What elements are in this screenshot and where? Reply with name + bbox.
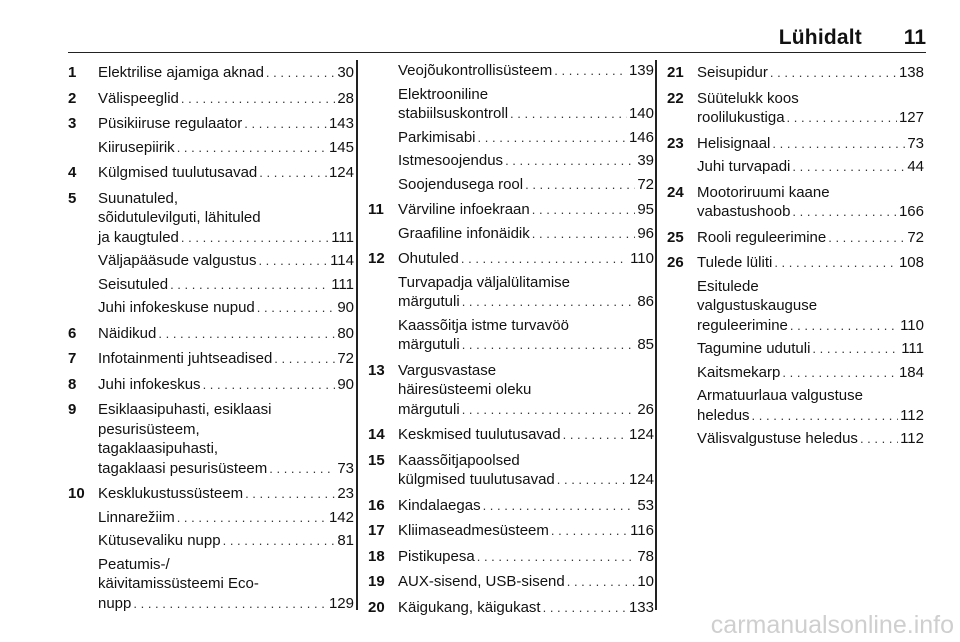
entry-last-line (98, 459, 354, 479)
dot-leader (177, 508, 327, 528)
page-reference[interactable]: 145 (328, 138, 354, 156)
entry-number: 22 (667, 89, 684, 107)
entry-last-line (697, 228, 924, 248)
index-entry (667, 429, 924, 449)
entry-last-line (697, 157, 924, 177)
index-entry (667, 228, 924, 248)
index-entry (68, 349, 354, 369)
entry-text-line: Armatuurlaua valgustuse (697, 387, 863, 404)
index-entry (68, 375, 354, 395)
index-entry (68, 484, 354, 504)
index-entry (368, 200, 654, 220)
index-entry (68, 298, 354, 318)
entry-last-line (398, 335, 654, 355)
index-entry (368, 249, 654, 269)
index-entry (368, 316, 654, 355)
entry-number: 19 (368, 573, 385, 590)
page-reference[interactable]: 110 (630, 250, 654, 267)
entry-label: Graafiline infonäidik (398, 224, 530, 242)
entry-last-line (398, 151, 654, 171)
entry-label: AUX-sisend, USB-sisend (398, 573, 565, 590)
entry-last-line (98, 89, 354, 109)
entry-label: Välisvalgustuse heledus (697, 430, 858, 447)
entry-last-line (398, 547, 654, 567)
entry-label: ja kaugtuled (98, 228, 179, 246)
entry-label: Veojõukontrollisüsteem (398, 62, 553, 79)
entry-last-line (398, 470, 654, 490)
entry-number: 4 (68, 164, 77, 181)
dot-leader (551, 521, 628, 541)
entry-label: Kaitsmekarp (697, 363, 781, 381)
dot-leader (792, 157, 905, 177)
index-column-3 (667, 63, 924, 455)
page-reference[interactable]: 142 (328, 508, 354, 526)
dot-leader (133, 594, 327, 614)
entry-label: Püsikiiruse regulaator (98, 115, 243, 132)
entry-label: märgutuli (398, 400, 460, 418)
index-entry (68, 89, 354, 109)
entry-last-line (398, 425, 654, 445)
entry-last-line (398, 572, 654, 592)
entry-text-line: Peatumis-/ (98, 555, 170, 573)
index-entry (68, 163, 354, 183)
entry-label: tagaklaasi pesurisüsteem (98, 459, 268, 477)
index-entry (667, 63, 924, 83)
entry-label: Juhi turvapadi (697, 158, 791, 175)
index-entry (68, 63, 354, 83)
entry-label: Käigukang, käigukast (398, 598, 541, 616)
entry-label: Ohutuled (398, 250, 459, 267)
entry-last-line (98, 163, 354, 183)
dot-leader (257, 298, 336, 318)
index-entry (68, 508, 354, 528)
entry-label: Kindalaegas (398, 496, 481, 514)
page-reference[interactable]: 110 (900, 316, 924, 334)
index-column-1 (68, 63, 354, 619)
index-entry (68, 189, 354, 248)
dot-leader (223, 531, 336, 551)
entry-number: 23 (667, 134, 684, 152)
entry-text-line: Vargusvastase (398, 361, 497, 379)
dot-leader (462, 400, 636, 420)
dot-leader (477, 547, 636, 567)
index-entry (368, 85, 654, 124)
entry-number: 21 (667, 64, 684, 81)
entry-number: 11 (368, 201, 384, 218)
entry-label: reguleerimine (697, 316, 788, 334)
index-entry (368, 496, 654, 516)
page-reference[interactable]: 72 (337, 350, 354, 367)
entry-label: Rooli reguleerimine (697, 228, 827, 246)
page-reference[interactable]: 112 (900, 430, 924, 447)
entry-number: 18 (368, 547, 385, 565)
page-reference[interactable]: 140 (628, 105, 654, 122)
entry-text-line: Esitulede (697, 277, 759, 295)
entry-number: 7 (68, 350, 77, 367)
entry-last-line (697, 108, 924, 128)
page-reference[interactable]: 72 (907, 228, 924, 246)
dot-leader (269, 459, 335, 479)
dot-leader (525, 175, 635, 195)
entry-label: vabastushoob (697, 203, 791, 220)
index-entry (667, 363, 924, 383)
index-entry (368, 598, 654, 618)
entry-text-line: pesurisüsteem, (98, 420, 200, 438)
entry-number: 8 (68, 375, 77, 393)
entry-number: 9 (68, 401, 77, 418)
dot-leader (203, 375, 336, 395)
index-entry (368, 224, 654, 244)
entry-label: Tulede lüliti (697, 254, 773, 271)
entry-label: Tagumine udutuli (697, 340, 811, 357)
entry-last-line (98, 275, 354, 295)
page-reference[interactable]: 90 (337, 299, 354, 316)
dot-leader (478, 128, 627, 148)
page-reference[interactable]: 81 (337, 532, 354, 549)
index-entry (368, 361, 654, 420)
header-title: Lühidalt (778, 26, 862, 49)
index-entry (68, 251, 354, 271)
entry-last-line (98, 138, 354, 158)
index-entry (667, 89, 924, 128)
entry-last-line (98, 349, 354, 369)
dot-leader (532, 200, 636, 220)
page-reference[interactable]: 129 (328, 594, 354, 612)
page-header (68, 26, 926, 53)
index-entry (368, 547, 654, 567)
entry-last-line (98, 508, 354, 528)
dot-leader (782, 363, 897, 383)
entry-label: roolilukustiga (697, 109, 785, 126)
dot-leader (554, 61, 627, 81)
entry-label: stabiilsuskontroll (398, 105, 509, 122)
entry-number: 17 (368, 522, 385, 539)
entry-number: 12 (368, 250, 385, 267)
dot-leader (510, 104, 627, 124)
entry-number: 25 (667, 228, 684, 246)
entry-last-line (697, 339, 924, 359)
entry-last-line (98, 114, 354, 134)
dot-leader (462, 292, 636, 312)
page-reference[interactable]: 143 (328, 115, 354, 132)
entry-number: 20 (368, 598, 385, 616)
dot-leader (258, 251, 328, 271)
page-reference[interactable]: 28 (337, 89, 354, 107)
entry-last-line (697, 429, 924, 449)
entry-label: Istmesoojendus (398, 152, 504, 169)
page-reference[interactable]: 184 (898, 363, 924, 381)
entry-label: Juhi infokeskus (98, 375, 201, 393)
index-entry (368, 273, 654, 312)
page-reference[interactable]: 114 (330, 252, 354, 269)
page-reference[interactable]: 73 (907, 134, 924, 152)
entry-last-line (697, 406, 924, 426)
dot-leader (812, 339, 899, 359)
dot-leader (274, 349, 335, 369)
page-reference[interactable]: 86 (637, 293, 654, 310)
dot-leader (557, 470, 627, 490)
dot-leader (752, 406, 899, 426)
page-reference[interactable]: 146 (628, 128, 654, 146)
entry-text-line: Suunatuled, (98, 189, 179, 207)
entry-label: Kiirusepiirik (98, 138, 175, 156)
entry-number: 14 (368, 426, 385, 443)
index-entry (368, 175, 654, 195)
index-entry (368, 451, 654, 490)
entry-text-line: sõidutulevilguti, lähituled (98, 209, 261, 226)
page-reference[interactable]: 124 (628, 471, 654, 488)
index-column-2 (368, 63, 654, 623)
entry-last-line (98, 484, 354, 504)
entry-label: Linnarežiim (98, 508, 175, 526)
entry-text-line: Mootoriruumi kaane (697, 183, 830, 201)
page-reference[interactable]: 72 (637, 175, 654, 193)
entry-number: 13 (368, 361, 385, 379)
entry-last-line (398, 128, 654, 148)
page-reference[interactable]: 23 (337, 485, 354, 502)
page-reference[interactable]: 73 (337, 459, 354, 477)
entry-label: Soojendusega rool (398, 175, 524, 193)
index-entry (368, 425, 654, 445)
entry-label: Keskmised tuulutusavad (398, 426, 561, 443)
entry-last-line (697, 253, 924, 273)
entry-number: 16 (368, 496, 385, 514)
page-reference[interactable]: 124 (628, 426, 654, 443)
index-entry (68, 275, 354, 295)
dot-leader (563, 425, 627, 445)
entry-last-line (398, 292, 654, 312)
entry-last-line (398, 521, 654, 541)
entry-text-line: Turvapadja väljalülitamise (398, 273, 571, 291)
entry-text-line: Esiklaasipuhasti, esiklaasi (98, 401, 272, 418)
entry-last-line (98, 375, 354, 395)
dot-leader (259, 163, 327, 183)
entry-last-line (398, 400, 654, 420)
page-reference[interactable]: 26 (637, 400, 654, 418)
entry-last-line (398, 496, 654, 516)
entry-text-line: häiresüsteemi oleku (398, 381, 532, 398)
page-reference[interactable]: 44 (907, 158, 924, 175)
entry-label: Väljapääsude valgustus (98, 252, 257, 269)
dot-leader (158, 324, 335, 344)
page-number: 11 (903, 26, 926, 49)
entry-label: Parkimisabi (398, 128, 476, 146)
page-reference[interactable]: 116 (630, 522, 654, 539)
index-entry (667, 183, 924, 222)
entry-number: 26 (667, 254, 684, 271)
entry-label: Kütusevaliku nupp (98, 532, 221, 549)
dot-leader (505, 151, 635, 171)
entry-last-line (697, 63, 924, 83)
entry-label: nupp (98, 594, 132, 612)
index-entry (368, 521, 654, 541)
entry-text-line: käivitamissüsteemi Eco- (98, 575, 259, 592)
dot-leader (792, 202, 897, 222)
entry-last-line (697, 134, 924, 154)
entry-label: Seisupidur (697, 64, 768, 81)
dot-leader (543, 598, 627, 618)
index-entry (368, 572, 654, 592)
page-reference[interactable]: 96 (637, 224, 654, 242)
entry-last-line (398, 61, 654, 81)
entry-label: Kliimaseadmesüsteem (398, 522, 549, 539)
index-entry (667, 339, 924, 359)
entry-number: 10 (68, 485, 85, 502)
index-entry (667, 253, 924, 273)
entry-text-line: tagaklaasipuhasti, (98, 440, 219, 457)
dot-leader (790, 316, 898, 336)
entry-label: Infotainmenti juhtseadised (98, 350, 273, 367)
page-reference[interactable]: 111 (331, 228, 354, 246)
page-reference[interactable]: 78 (637, 547, 654, 565)
entry-text-line: Kaassõitjapoolsed (398, 451, 520, 469)
page-reference[interactable]: 112 (900, 406, 924, 424)
entry-last-line (98, 594, 354, 614)
entry-number: 5 (68, 189, 77, 207)
entry-text-line: Kaassõitja istme turvavöö (398, 316, 569, 334)
watermark: carmanualsonline.info (710, 611, 954, 639)
index-entry (667, 277, 924, 336)
page-reference[interactable]: 124 (328, 164, 354, 181)
dot-leader (774, 253, 897, 273)
entry-last-line (98, 228, 354, 248)
dot-leader (181, 89, 335, 109)
entry-label: Seisutuled (98, 275, 169, 293)
dot-leader (483, 496, 636, 516)
page-reference[interactable]: 80 (337, 324, 354, 342)
dot-leader (770, 63, 897, 83)
page-reference[interactable]: 39 (637, 152, 654, 169)
dot-leader (772, 134, 905, 154)
entry-label: Külgmised tuulutusavad (98, 164, 258, 181)
entry-label: Elektrilise ajamiga aknad (98, 64, 264, 81)
entry-label: Näidikud (98, 324, 157, 342)
page-reference[interactable]: 111 (901, 340, 924, 357)
entry-label: märgutuli (398, 293, 460, 310)
dot-leader (170, 275, 329, 295)
entry-last-line (697, 202, 924, 222)
dot-leader (461, 249, 628, 269)
index-entry (68, 138, 354, 158)
page-reference[interactable]: 138 (898, 64, 924, 81)
entry-last-line (398, 104, 654, 124)
page-reference[interactable]: 127 (898, 109, 924, 126)
entry-last-line (398, 249, 654, 269)
entry-label: Pistikupesa (398, 547, 475, 565)
dot-leader (567, 572, 636, 592)
column-divider (655, 60, 657, 610)
page-reference[interactable]: 133 (628, 598, 654, 616)
entry-label: heledus (697, 406, 750, 424)
entry-number: 15 (368, 451, 385, 469)
page-reference[interactable]: 10 (637, 573, 654, 590)
dot-leader (181, 228, 329, 248)
index-entry (667, 386, 924, 425)
index-entry (68, 324, 354, 344)
page-reference[interactable]: 90 (337, 375, 354, 393)
column-divider (356, 60, 358, 610)
dot-leader (244, 114, 327, 134)
entry-label: Välispeeglid (98, 89, 179, 107)
entry-last-line (98, 251, 354, 271)
index-entry (667, 134, 924, 154)
entry-last-line (398, 598, 654, 618)
entry-label: Helisignaal (697, 134, 771, 152)
entry-label: märgutuli (398, 336, 460, 353)
entry-text-line: Elektrooniline (398, 85, 489, 103)
index-entry (667, 157, 924, 177)
entry-last-line (398, 200, 654, 220)
entry-number: 6 (68, 324, 77, 342)
dot-leader (860, 429, 898, 449)
index-entry (368, 151, 654, 171)
dot-leader (266, 63, 335, 83)
entry-number: 2 (68, 89, 77, 107)
entry-text-line: valgustuskauguse (697, 297, 818, 314)
page-reference[interactable]: 53 (637, 496, 654, 514)
entry-last-line (398, 224, 654, 244)
page-reference[interactable]: 108 (898, 254, 924, 271)
page-reference[interactable]: 95 (637, 201, 654, 218)
entry-last-line (697, 363, 924, 383)
entry-label: Juhi infokeskuse nupud (98, 299, 255, 316)
page-reference[interactable]: 139 (628, 62, 654, 79)
page-reference[interactable]: 166 (898, 203, 924, 220)
entry-label: külgmised tuulutusavad (398, 471, 555, 488)
entry-number: 1 (68, 64, 77, 81)
index-entry (68, 400, 354, 478)
dot-leader (532, 224, 636, 244)
entry-number: 24 (667, 183, 684, 201)
page-reference[interactable]: 85 (637, 336, 654, 353)
entry-last-line (697, 316, 924, 336)
dot-leader (462, 335, 636, 355)
dot-leader (828, 228, 905, 248)
index-entry (68, 114, 354, 134)
dot-leader (177, 138, 327, 158)
entry-label: Kesklukustussüsteem (98, 485, 244, 502)
entry-last-line (98, 531, 354, 551)
entry-label: Värviline infoekraan (398, 201, 530, 218)
entry-last-line (98, 324, 354, 344)
index-entry (368, 61, 654, 81)
index-entry (68, 555, 354, 614)
entry-last-line (398, 175, 654, 195)
entry-last-line (98, 298, 354, 318)
page-reference[interactable]: 30 (337, 64, 354, 81)
entry-number: 3 (68, 115, 77, 132)
index-entry (68, 531, 354, 551)
dot-leader (787, 108, 897, 128)
entry-text-line: Süütelukk koos (697, 89, 799, 107)
page-reference[interactable]: 111 (331, 275, 354, 293)
index-entry (368, 128, 654, 148)
entry-last-line (98, 63, 354, 83)
dot-leader (245, 484, 335, 504)
